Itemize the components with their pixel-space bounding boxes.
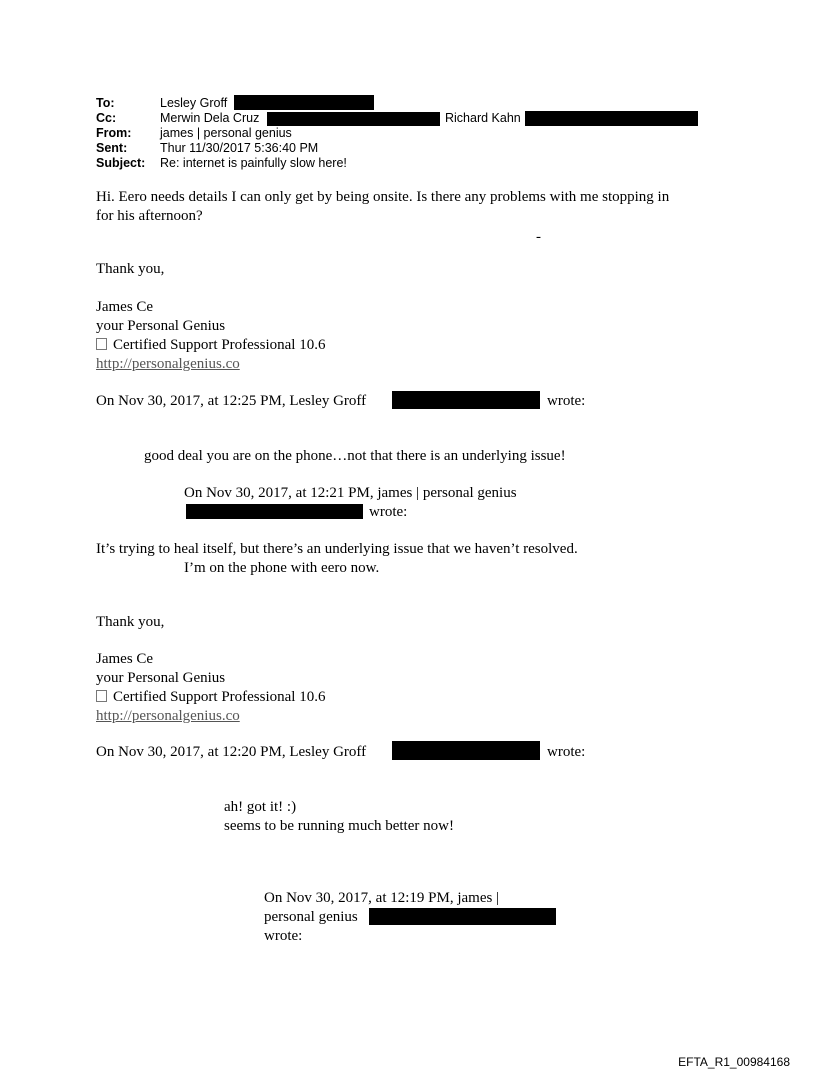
quote3-header-text: On Nov 30, 2017, at 12:20 PM, Lesley Groff	[96, 744, 367, 760]
quote2-header-line1: On Nov 30, 2017, at 12:21 PM, james | personal genius	[184, 485, 517, 501]
quote4-header-line1: On Nov 30, 2017, at 12:19 PM, james |	[264, 890, 500, 906]
cc-value-1: Merwin Dela Cruz	[160, 111, 260, 125]
quote2-body-line1: It’s trying to heal itself, but there’s an underlying issue that we haven’t resolved.	[96, 541, 578, 557]
quote4-header-line2: personal genius	[264, 909, 358, 925]
stray-dash: -	[536, 229, 541, 245]
signature-title: your Personal Genius	[96, 318, 226, 334]
signature-thanks: Thank you,	[96, 614, 165, 630]
subject-label: Subject:	[96, 156, 146, 170]
signature-cert	[96, 336, 325, 355]
signature-cert-text: Certified Support Professional 10.6	[113, 689, 326, 705]
quote1-wrote: wrote:	[547, 393, 586, 409]
cc-value-2: Richard Kahn	[445, 111, 521, 125]
redaction-box	[525, 111, 698, 126]
redaction-box	[267, 112, 440, 126]
cc-label: Cc:	[96, 111, 117, 125]
sent-label: Sent:	[96, 141, 128, 155]
signature-cert-text: Certified Support Professional 10.6	[113, 337, 326, 353]
signature-thanks: Thank you,	[96, 261, 165, 277]
sent-value: Thur 11/30/2017 5:36:40 PM	[160, 141, 319, 155]
redaction-box	[186, 504, 363, 519]
quote2-body-line2: I’m on the phone with eero now.	[184, 560, 380, 576]
from-value: james | personal genius	[160, 126, 292, 140]
message-line-1: Hi. Eero needs details I can only get by being onsite. Is there any problems with me stopping in	[96, 189, 670, 205]
quote2-wrote: wrote:	[369, 504, 408, 520]
checkbox-glyph-icon	[96, 690, 107, 702]
document-id: EFTA_R1_00984168	[678, 1055, 790, 1069]
quote3-wrote: wrote:	[547, 744, 586, 760]
signature-title: your Personal Genius	[96, 670, 226, 686]
checkbox-glyph-icon	[96, 338, 107, 350]
signature-link[interactable]: http://personalgenius.co	[96, 708, 240, 724]
redaction-box	[234, 95, 374, 110]
redaction-box	[369, 908, 556, 925]
to-value: Lesley Groff	[160, 96, 228, 110]
message-line-2: for his afternoon?	[96, 208, 203, 224]
signature-cert	[96, 688, 325, 707]
quote1-body: good deal you are on the phone…not that there is an underlying issue!	[144, 448, 566, 464]
signature-name: James Ce	[96, 299, 154, 315]
quote3-body-line2: seems to be running much better now!	[224, 818, 454, 834]
quote1-header-text: On Nov 30, 2017, at 12:25 PM, Lesley Groff	[96, 393, 367, 409]
signature-link[interactable]: http://personalgenius.co	[96, 356, 240, 372]
redaction-box	[392, 741, 540, 760]
subject-value: Re: internet is painfully slow here!	[160, 156, 347, 170]
quote3-body-line1: ah! got it! :)	[224, 799, 297, 815]
quote4-header-line3: wrote:	[264, 928, 303, 944]
from-label: From:	[96, 126, 132, 140]
to-label: To:	[96, 96, 115, 110]
signature-name: James Ce	[96, 651, 154, 667]
redaction-box	[392, 391, 540, 409]
